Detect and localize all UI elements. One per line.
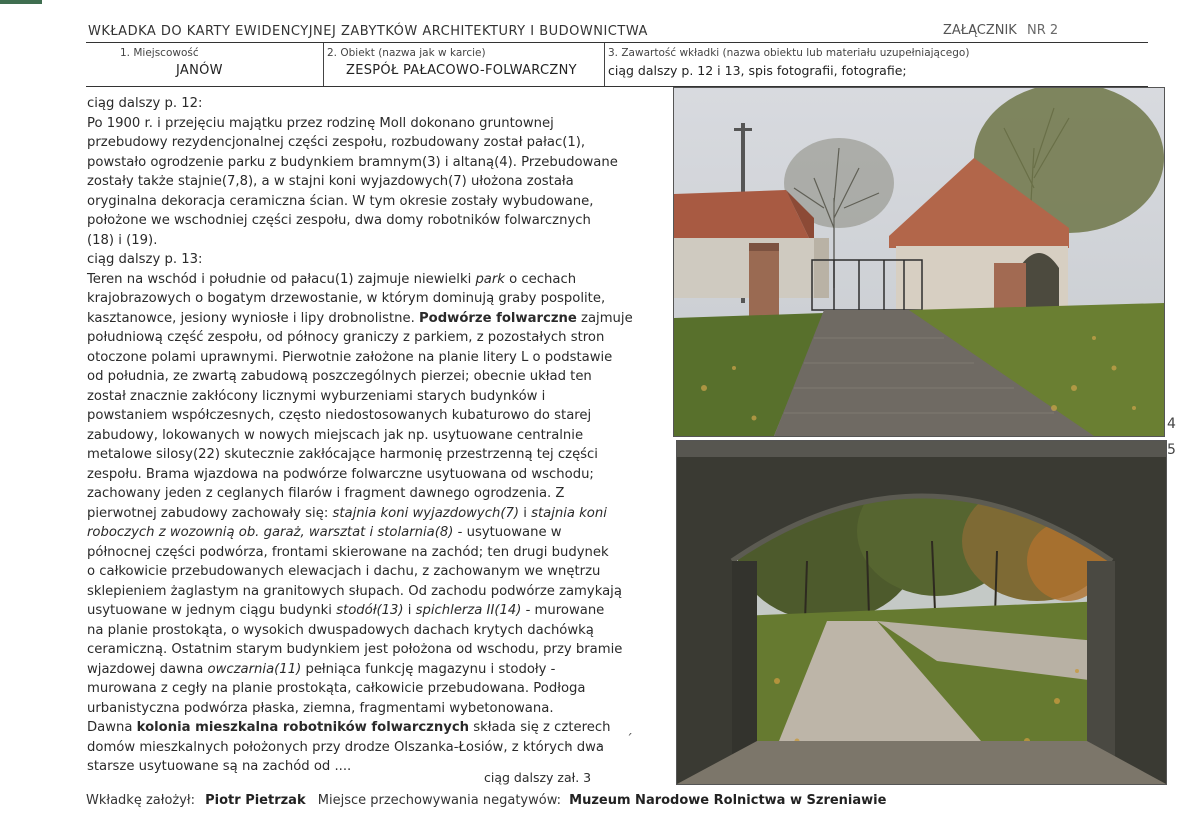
term-stable-8: stajnia koni	[531, 505, 607, 521]
header-separator-1	[323, 43, 324, 86]
object-value: ZESPÓŁ PAŁACOWO-FOLWARCZNY	[346, 63, 577, 78]
text-run: zajmuje	[576, 310, 633, 326]
locality-label: 1. Miejscowość	[120, 47, 199, 59]
text-line: na planie prostokąta, o wysokich dwuspadowych dachach krytych dachówką	[87, 622, 594, 638]
annex-label	[943, 23, 1058, 38]
text-line: powstaniem współczesnych, często niedostosowanych kubaturowo do starej	[87, 408, 592, 423]
text-line: sklepieniem żaglastym na granitowych słupach. Od zachodu podwórze zamykają	[87, 583, 622, 599]
text-line: murowana z cegły na planie prostokąta, całkowicie przebudowana. Podłoga	[87, 681, 586, 696]
corner-mark	[0, 0, 42, 4]
header-separator-2	[604, 43, 605, 86]
text-line: położone we wschodniej części zespołu, dwa domy robotników folwarcznych	[87, 213, 591, 228]
text-line	[87, 309, 667, 329]
term-sheepfold: owczarnia(11)	[207, 661, 302, 677]
text-line: starsze usytuowane są na zachód od ....	[87, 759, 352, 774]
text-line	[87, 601, 667, 621]
text-run: Dawna	[87, 720, 137, 735]
text-line: krajobrazowych o bogatym drzewostanie, w którym dominują graby pospolite,	[87, 291, 606, 306]
text-line: został znacznie zakłócony licznymi wyburzeniami starych budynków i	[87, 388, 546, 404]
text-line: urbanistyczna podwórza płaska, ziemna, fragmentami wybetonowana.	[87, 700, 554, 716]
author-name: Piotr Pietrzak	[205, 793, 306, 808]
continued-note: ciąg dalszy zał. 3	[484, 770, 592, 785]
text-line	[87, 270, 667, 290]
text-line: północnej części podwórza, frontami skierowane na zachód; ten drugi budynek	[87, 544, 609, 560]
text-line: zespołu. Brama wjazdowa na podwórze folwarczne usytuowana od wschodu;	[87, 466, 594, 482]
photo-5-archway	[676, 440, 1167, 785]
text-line: (18) i (19).	[87, 232, 158, 248]
text-line: zabudowy, lokowanych w nowych miejscach jak np. usytuowane centralnie	[87, 427, 584, 443]
text-line	[87, 523, 667, 543]
term-farmyard: Podwórze folwarczne	[418, 310, 577, 326]
text-run: - usytuowane w	[453, 525, 562, 540]
text-line: oryginalna dekoracja ceramiczna ścian. W tym okresie zostały wybudowane,	[87, 193, 594, 209]
text-run: Teren na wschód i południe od pałacu(1) zajmuje niewielki	[87, 271, 476, 287]
text-line: przebudowy rezydencjonalnej części zespołu, rozbudowany został pałac(1),	[87, 135, 586, 150]
term-stable-7: stajnia koni wyjazdowych(7)	[332, 505, 520, 521]
photo-5-image	[677, 441, 1166, 784]
text-line: południową część zespołu, od północy graniczy z parkiem, z pozostałych stron	[87, 330, 605, 345]
annex-number-value: 2	[1049, 23, 1059, 38]
term-granary: spichlerza II(14)	[415, 603, 522, 618]
storage-label: Miejsce przechowywania negatywów:	[317, 793, 562, 808]
author-label: Wkładkę założył:	[86, 793, 195, 808]
photo-4-gate	[673, 87, 1165, 437]
footer	[86, 793, 886, 808]
text-line: Po 1900 r. i przejęciu majątku przez rodzinę Moll dokonano gruntownej	[87, 115, 554, 131]
annex-number	[1027, 23, 1058, 38]
section-heading-13: ciąg dalszy p. 13:	[87, 252, 203, 267]
text-run: - murowane	[521, 603, 605, 618]
contents-label: 3. Zawartość wkładki (nazwa obiektu lub materiału uzupełniającego)	[608, 47, 970, 59]
term-barns: stodół(13)	[336, 603, 404, 618]
term-stable-8-cont: roboczych z wozownią ob. garaż, warsztat i stolarnia(8)	[87, 525, 454, 540]
text-run: i	[403, 603, 416, 618]
contents-value: ciąg dalszy p. 12 i 13, spis fotografii, fotografie;	[608, 63, 907, 78]
document-title: WKŁADKA DO KARTY EWIDENCYJNEJ ZABYTKÓW ARCHITEKTURY I BUDOWNICTWA	[88, 24, 648, 39]
text-line: od południa, ze zwartą zabudową poszczególnych pierzei; obecnie układ ten	[87, 369, 592, 384]
text-line: ceramiczną. Ostatnim starym budynkiem jest położona od wschodu, przy bramie	[87, 642, 623, 657]
text-line: domów mieszkalnych położonych przy drodze Olszanka-Łosiów, z których dwa	[87, 739, 604, 755]
photo-4-image	[674, 88, 1164, 436]
text-run: pełniąca funkcję magazynu i stodoły -	[301, 661, 556, 677]
text-line	[87, 504, 667, 524]
header-top-rule	[86, 42, 1148, 43]
text-line: otoczone polami uprawnymi. Pierwotnie założone na planie litery L o podstawie	[87, 349, 613, 365]
object-label: 2. Obiekt (nazwa jak w karcie)	[327, 47, 486, 59]
text-run: o cechach	[504, 271, 577, 287]
text-line: o całkowicie przebudowanych elewacjach i dachu, z zachowanym we wnętrzu	[87, 564, 601, 579]
text-run: kasztanowce, jesiony wyniosłe i lipy drobnolistne.	[87, 310, 419, 326]
locality-value: JANÓW	[176, 63, 223, 78]
text-run: i	[519, 505, 532, 521]
text-line: zostały także stajnie(7,8), a w stajni koni wyjazdowych(7) ułożona została	[87, 174, 574, 189]
annex-prefix: NR	[1026, 23, 1046, 38]
storage-location: Muzeum Narodowe Rolnictwa w Szreniawie	[569, 793, 887, 808]
annex-label-text: ZAŁĄCZNIK	[943, 23, 1017, 38]
text-line: zachowany jeden z ceglanych filarów i fragment dawnego ogrodzenia. Z	[87, 486, 565, 501]
text-line: powstało ogrodzenie parku z budynkiem bramnym(3) i altaną(4). Przebudowane	[87, 154, 618, 170]
text-run: składa się z czterech	[469, 720, 611, 735]
pen-marks: ˏ ˏ ˊ	[565, 733, 643, 748]
text-line	[87, 660, 667, 680]
text-line: metalowe silosy(22) skutecznie zakłócające harmonię przestrzenną tej części	[87, 447, 598, 462]
term-park: park	[475, 271, 505, 287]
body-text	[87, 94, 667, 777]
section-heading-12: ciąg dalszy p. 12:	[87, 96, 203, 111]
text-run: usytuowane w jednym ciągu budynki	[87, 603, 337, 618]
photo-number-5: 5	[1167, 442, 1176, 458]
text-run: pierwotnej zabudowy zachowały się:	[87, 505, 333, 521]
text-run: wjazdowej dawna	[87, 661, 208, 677]
term-workers-colony: kolonia mieszkalna robotników folwarcznych	[136, 720, 470, 735]
photo-number-4: 4	[1167, 416, 1176, 432]
